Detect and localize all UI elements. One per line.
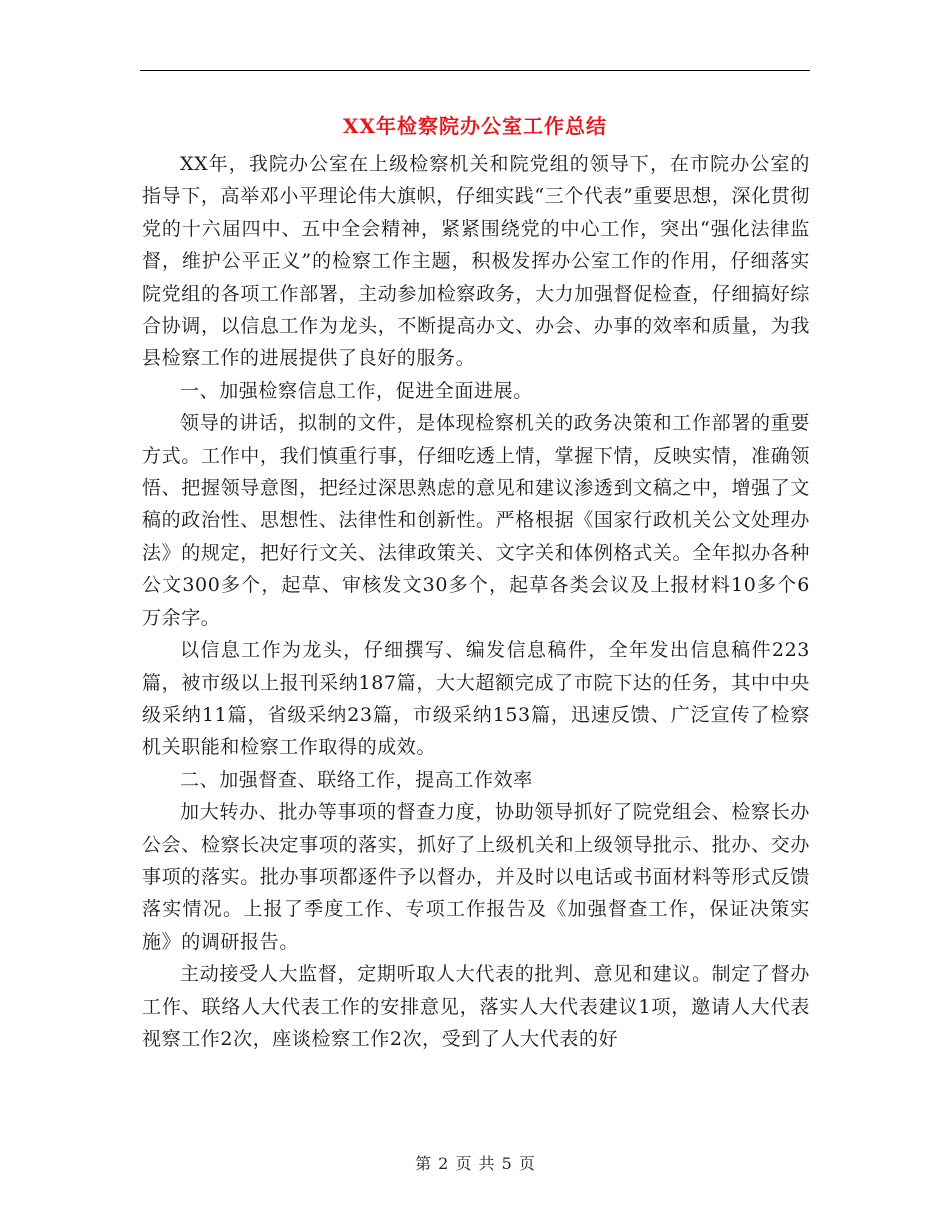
paragraph-npc-oversight: 主动接受人大监督，定期听取人大代表的批判、意见和建议。制定了督办工作、联络人大代表工作的安排意见，落实人大代表建议1项，邀请人大代表视察工作2次，座谈检察工作2次，受到了人大代表的好 [142, 963, 810, 1050]
page-number: 第 2 页 共 5 页 [415, 1154, 535, 1173]
section-heading-1: 一、加强检察信息工作，促进全面进展。 [180, 379, 533, 402]
document-body [142, 148, 810, 1055]
paragraph-intro: XX年，我院办公室在上级检察机关和院党组的领导下，在市院办公室的指导下，高举邓小平理论伟大旗帜，仔细实践“三个代表”重要思想，深化贯彻党的十六届四中、五中全会精神，紧紧围绕党的中心工作，突出“强化法律监督，维护公平正义”的检察工作主题，积极发挥办公室工作的作用，仔细落实院党组的各项工作部署，主动参加检察政务，大力加强督促检查，仔细搞好综合协调，以信息工作为龙头，不断提高办文、办会、办事的效率和质量，为我县检察工作的进展提供了良好的服务。 [142, 153, 810, 370]
document-title: XX年检察院办公室工作总结 [342, 114, 608, 138]
paragraph-documents: 领导的讲话，拟制的文件，是体现检察机关的政务决策和工作部署的重要方式。工作中，我们慎重行事，仔细吃透上情，掌握下情，反映实情，准确领悟、把握领导意图，把经过深思熟虑的意见和建议渗透到文稿之中，增强了文稿的政治性、思想性、法律性和创新性。严格根据《国家行政机关公文处理办法》的规定，把好行文关、法律政策关、文字关和体例格式关。全年拟办各种公文300多个，起草、审核发文30多个，起草各类会议及上报材料10多个6万余字。 [142, 412, 810, 629]
paragraph-information: 以信息工作为龙头，仔细撰写、编发信息稿件，全年发出信息稿件223篇，被市级以上报刊采纳187篇，大大超额完成了市院下达的任务，其中中央级采纳11篇，省级采纳23篇，市级采纳153篇，迅速反馈、广泛宣传了检察机关职能和检察工作取得的成效。 [142, 639, 810, 759]
paragraph-supervision: 加大转办、批办等事项的督查力度，协助领导抓好了院党组会、检察长办公会、检察长决定事项的落实，抓好了上级机关和上级领导批示、批办、交办事项的落实。批办事项都逐件予以督办，并及时以电话或书面材料等形式反馈落实情况。上报了季度工作、专项工作报告及《加强督查工作，保证决策实施》的调研报告。 [142, 801, 810, 953]
section-heading-2: 二、加强督查、联络工作，提高工作效率 [180, 768, 533, 791]
header-rule [140, 70, 810, 71]
